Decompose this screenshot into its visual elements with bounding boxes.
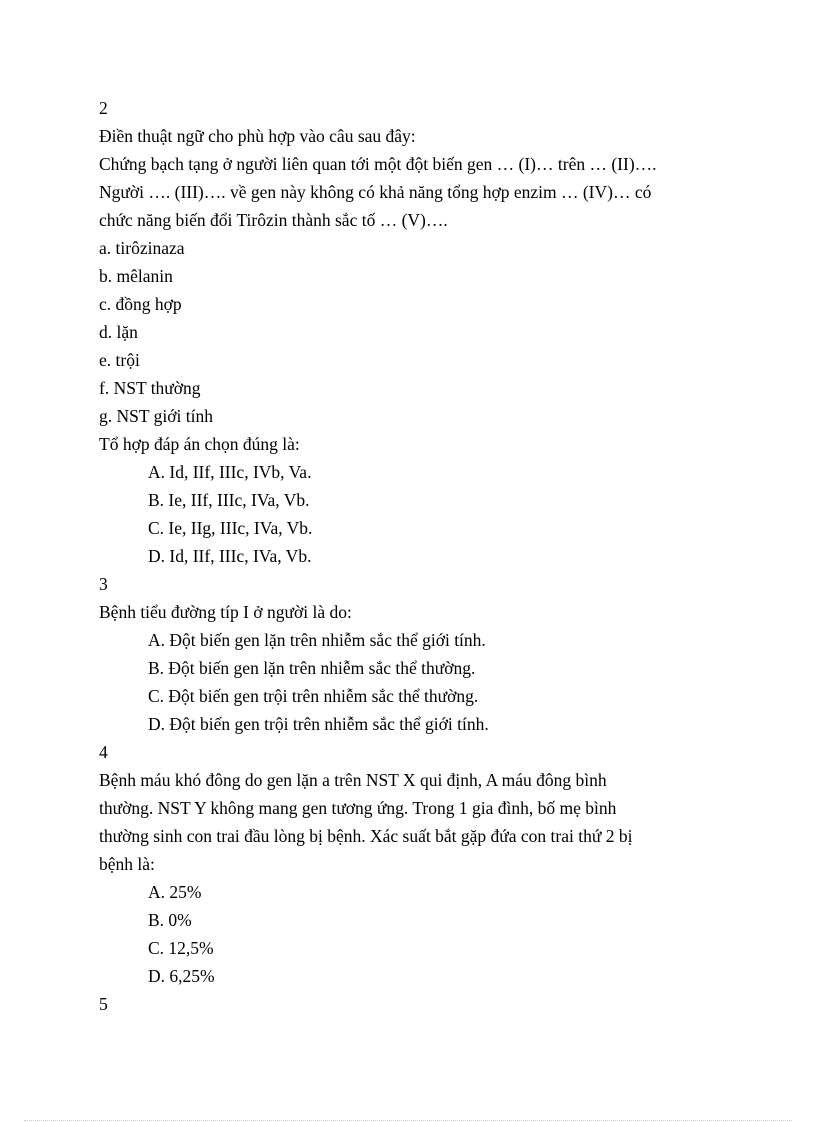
question-text: bệnh là: <box>99 854 155 874</box>
answer-option: A. Đột biến gen lặn trên nhiễm sắc thể giới tính. <box>148 630 486 650</box>
answer-option: D. Id, IIf, IIIc, IVa, Vb. <box>148 546 312 566</box>
answer-option: C. Ie, IIg, IIIc, IVa, Vb. <box>148 518 313 538</box>
answer-option: B. 0% <box>148 910 192 930</box>
question-text: Bệnh tiểu đường típ I ở người là do: <box>99 602 352 622</box>
question-text: chức năng biến đổi Tirôzin thành sắc tố … (V)…. <box>99 210 448 230</box>
term-item: f. NST thường <box>99 378 201 398</box>
term-item: g. NST giới tính <box>99 406 213 426</box>
answer-option: A. 25% <box>148 882 202 902</box>
term-item: b. mêlanin <box>99 266 173 286</box>
answer-option: B. Ie, IIf, IIIc, IVa, Vb. <box>148 490 310 510</box>
question-text: Điền thuật ngữ cho phù hợp vào câu sau đây: <box>99 126 416 146</box>
answer-option: D. 6,25% <box>148 966 215 986</box>
term-item: d. lặn <box>99 322 138 342</box>
question-text: thường sinh con trai đầu lòng bị bệnh. Xác suất bắt gặp đứa con trai thứ 2 bị <box>99 826 633 846</box>
question-text: Chứng bạch tạng ở người liên quan tới một đột biến gen … (I)… trên … (II)…. <box>99 154 657 174</box>
term-item: a. tirôzinaza <box>99 238 185 258</box>
page-divider <box>24 1120 792 1121</box>
answer-option: C. 12,5% <box>148 938 214 958</box>
answer-option: B. Đột biến gen lặn trên nhiễm sắc thể thường. <box>148 658 476 678</box>
term-item: c. đồng hợp <box>99 294 182 314</box>
question-number: 4 <box>99 742 108 762</box>
answer-option: C. Đột biến gen trội trên nhiễm sắc thể thường. <box>148 686 479 706</box>
answer-option: D. Đột biến gen trội trên nhiễm sắc thể giới tính. <box>148 714 489 734</box>
question-text: thường. NST Y không mang gen tương ứng. Trong 1 gia đình, bố mẹ bình <box>99 798 617 818</box>
question-number: 3 <box>99 574 108 594</box>
question-number: 5 <box>99 994 108 1014</box>
term-item: e. trội <box>99 350 140 370</box>
question-text: Người …. (III)…. về gen này không có khả năng tổng hợp enzim … (IV)… có <box>99 182 652 202</box>
question-number: 2 <box>99 98 108 118</box>
answer-prompt: Tổ hợp đáp án chọn đúng là: <box>99 434 300 454</box>
answer-option: A. Id, IIf, IIIc, IVb, Va. <box>148 462 312 482</box>
question-text: Bệnh máu khó đông do gen lặn a trên NST X qui định, A máu đông bình <box>99 770 607 790</box>
